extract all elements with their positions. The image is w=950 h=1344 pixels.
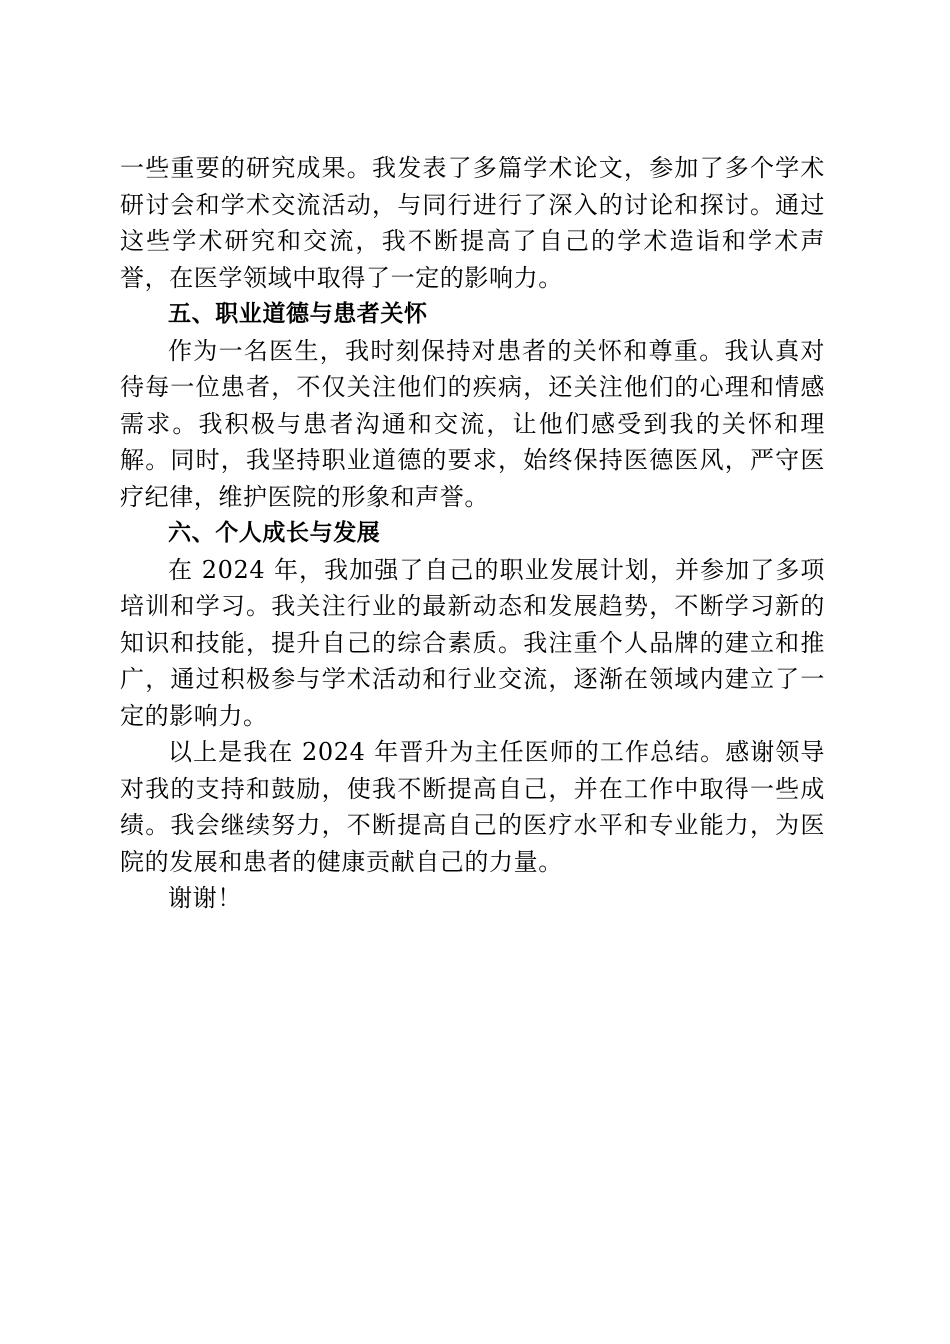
paragraph-thanks: 谢谢！	[168, 884, 242, 912]
section-heading-ethics: 五、职业道德与患者关怀	[168, 301, 428, 327]
section-heading-growth: 六、个人成长与发展	[168, 520, 381, 546]
paragraph-intro: 一些重要的研究成果。我发表了多篇学术论文，参加了多个学术研讨会和学术交流活动，与同行进行了深入的讨论和探讨。通过这些学术研究和交流，我不断提高了自己的学术造诣和学术声誉，在医学领域中取得了一定的影响力。	[120, 154, 825, 292]
paragraph-ethics: 作为一名医生，我时刻保持对患者的关怀和尊重。我认真对待每一位患者，不仅关注他们的疾病，还关注他们的心理和情感需求。我积极与患者沟通和交流，让他们感受到我的关怀和理解。同时，我坚持职业道德的要求，始终保持医德医风，严守医疗纪律，维护医院的形象和声誉。	[120, 336, 825, 511]
paragraph-growth: 在 2024 年，我加强了自己的职业发展计划，并参加了多项培训和学习。我关注行业的最新动态和发展趋势，不断学习新的知识和技能，提升自己的综合素质。我注重个人品牌的建立和推广，通过积极参与学术活动和行业交流，逐渐在领域内建立了一定的影响力。	[120, 555, 825, 730]
paragraph-closing: 以上是我在 2024 年晋升为主任医师的工作总结。感谢领导对我的支持和鼓励，使我不断提高自己，并在工作中取得一些成绩。我会继续努力，不断提高自己的医疗水平和专业能力，为医院的发展和患者的健康贡献自己的力量。	[120, 738, 825, 876]
document-page	[120, 150, 825, 917]
